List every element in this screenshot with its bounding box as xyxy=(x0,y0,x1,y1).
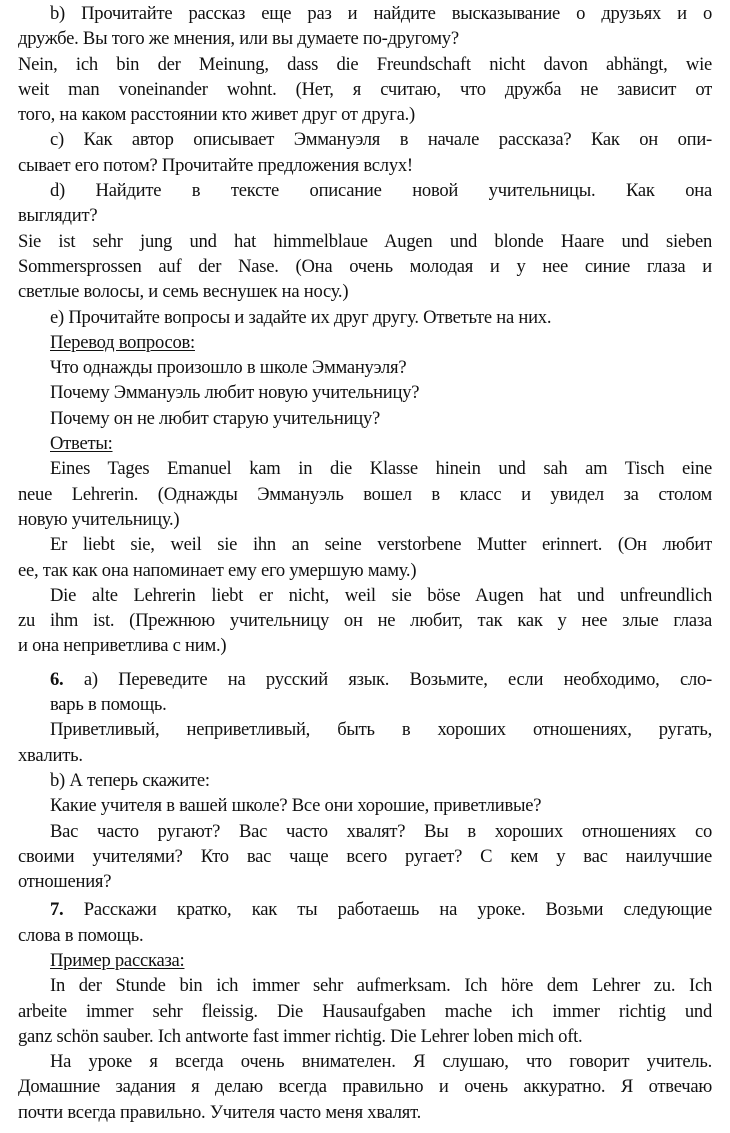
text-line xyxy=(18,558,712,583)
text-line xyxy=(18,973,712,998)
line-text: Почему он не любит старую учительницу? xyxy=(50,407,381,429)
line-text: b) А теперь скажите: xyxy=(50,769,210,791)
text-line xyxy=(18,102,712,127)
text-line xyxy=(18,26,712,51)
text-line xyxy=(18,1100,712,1125)
text-line xyxy=(18,229,712,254)
text-line xyxy=(18,1049,712,1074)
text-line xyxy=(18,793,712,818)
line-text: weit man voneinander wohnt. (Нет, я считаю, что дружба не зависит от xyxy=(18,78,712,100)
text-line xyxy=(18,583,712,608)
text-line xyxy=(18,923,712,948)
text-line xyxy=(18,406,712,431)
text-line xyxy=(18,633,712,658)
line-text: Что однажды произошло в школе Эммануэля? xyxy=(50,357,407,379)
line-text: выглядит? xyxy=(18,205,98,227)
line-text: Sie ist sehr jung und hat himmelblaue Augen und blonde Haare und sieben xyxy=(18,230,712,252)
text-line xyxy=(18,819,712,844)
text-line xyxy=(18,127,712,152)
line-text: а) Переведите на русский язык. Возьмите, если необходимо, сло- xyxy=(83,668,712,690)
text-line xyxy=(18,355,712,380)
section-heading xyxy=(18,948,712,973)
text-line xyxy=(18,532,712,557)
text-line xyxy=(18,254,712,279)
line-text: своими учителями? Кто вас чаще всего ругает? С кем у вас наилучшие xyxy=(18,845,712,867)
line-text: новую учительницу.) xyxy=(18,508,180,530)
text-line xyxy=(18,717,712,742)
text-line xyxy=(18,305,712,330)
line-text: дружбе. Вы того же мнения, или вы думаете по-другому? xyxy=(18,28,459,50)
text-line xyxy=(18,692,712,717)
section-heading xyxy=(18,431,712,456)
text-line xyxy=(18,482,712,507)
text-line xyxy=(18,1024,712,1049)
line-text: слова в помощь. xyxy=(18,924,144,946)
line-text: Почему Эммануэль любит новую учительницу? xyxy=(50,382,420,404)
text-line xyxy=(18,667,712,692)
line-text: Ответы: xyxy=(50,433,113,455)
line-text: Расскажи кратко, как ты работаешь на уроке. Возьми следующие xyxy=(83,899,712,921)
text-line xyxy=(18,279,712,304)
line-text: Домашние задания я делаю всегда правильно и очень аккуратно. Я отвечаю xyxy=(18,1076,712,1098)
line-text: Приветливый, неприветливый, быть в хороших отношениях, ругать, xyxy=(50,719,712,741)
line-text: In der Stunde bin ich immer sehr aufmerksam. Ich höre dem Lehrer zu. Ich xyxy=(50,975,712,997)
line-text: варь в помощь. xyxy=(50,694,167,716)
line-text: neue Lehrerin. (Однажды Эммануэль вошел в класс и увидел за столом xyxy=(18,483,712,505)
line-text: c) Как автор описывает Эммануэля в начале рассказа? Как он опи- xyxy=(50,129,712,151)
line-text: Какие учителя в вашей школе? Все они хорошие, приветливые? xyxy=(50,795,542,817)
text-line xyxy=(18,999,712,1024)
line-text: arbeite immer sehr fleissig. Die Hausaufgaben mache ich immer richtig und xyxy=(18,1000,712,1022)
text-line xyxy=(18,897,712,922)
line-text: Er liebt sie, weil sie ihn an seine verstorbene Mutter erinnert. (Он любит xyxy=(50,534,712,556)
line-text: и она неприветлива с ним.) xyxy=(18,635,227,657)
line-text: Sommersprossen auf der Nase. (Она очень молодая и у нее синие глаза и xyxy=(18,255,712,277)
text-line xyxy=(18,380,712,405)
line-text: хвалить. xyxy=(18,744,83,766)
text-line xyxy=(18,178,712,203)
text-line xyxy=(18,844,712,869)
document-page xyxy=(18,1,712,1125)
text-line xyxy=(18,77,712,102)
line-text: почти всегда правильно. Учителя часто меня хвалят. xyxy=(18,1101,421,1123)
line-text: отношения? xyxy=(18,871,112,893)
text-line xyxy=(18,1,712,26)
line-text: zu ihm ist. (Прежнюю учительницу он не любит, так как у нее злые глаза xyxy=(18,610,712,632)
text-line xyxy=(18,869,712,894)
line-text: Eines Tages Emanuel kam in die Klasse hinein und sah am Tisch eine xyxy=(50,458,712,480)
task-number: 7. xyxy=(50,899,64,921)
text-line xyxy=(18,203,712,228)
line-text: Die alte Lehrerin liebt er nicht, weil sie böse Augen hat und unfreundlich xyxy=(50,584,712,606)
line-text: сывает его потом? Прочитайте предложения вслух! xyxy=(18,154,413,176)
line-text: Перевод вопросов: xyxy=(50,331,195,353)
line-text: светлые волосы, и семь веснушек на носу.) xyxy=(18,281,349,303)
line-text: Вас часто ругают? Вас часто хвалят? Вы в хороших отношениях со xyxy=(50,820,712,842)
line-text: Nein, ich bin der Meinung, dass die Freundschaft nicht davon abhängt, wie xyxy=(18,53,712,75)
line-text: того, на каком расстоянии кто живет друг от друга.) xyxy=(18,104,415,126)
section-heading xyxy=(18,330,712,355)
text-line xyxy=(18,52,712,77)
line-text: d) Найдите в тексте описание новой учительницы. Как она xyxy=(50,180,712,202)
line-text: На уроке я всегда очень внимателен. Я слушаю, что говорит учитель. xyxy=(50,1051,712,1073)
line-text: Пример рассказа: xyxy=(50,949,185,971)
line-text: ganz schön sauber. Ich antworte fast immer richtig. Die Lehrer loben mich oft. xyxy=(18,1025,583,1047)
text-line xyxy=(18,507,712,532)
task-number: 6. xyxy=(50,668,64,690)
text-line xyxy=(18,153,712,178)
line-text: b) Прочитайте рассказ еще раз и найдите высказывание о друзьях и о xyxy=(50,3,712,24)
text-line xyxy=(18,456,712,481)
text-line xyxy=(18,1074,712,1099)
text-line xyxy=(18,743,712,768)
line-text: ее, так как она напоминает ему его умершую маму.) xyxy=(18,559,417,581)
text-line xyxy=(18,608,712,633)
line-text: e) Прочитайте вопросы и задайте их друг другу. Ответьте на них. xyxy=(50,306,552,328)
text-line xyxy=(18,768,712,793)
